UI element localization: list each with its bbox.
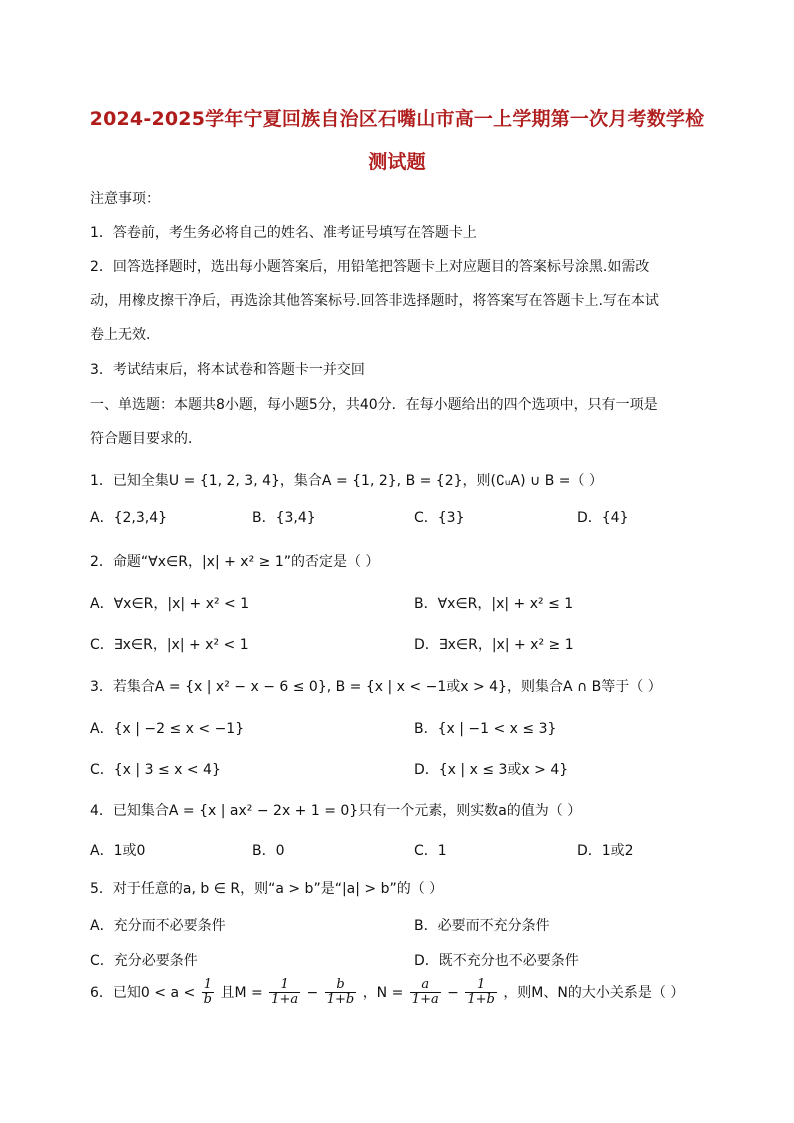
notes-header: 注意事项： xyxy=(90,191,160,207)
q6-minus-2: − xyxy=(447,984,459,1001)
note-2-line-1: 2．回答选择题时，选出每小题答案后，用铅笔把答题卡上对应题目的答案标号涂黑.如需改 xyxy=(90,259,650,275)
q6-fraction-4-denominator: 1+a xyxy=(411,992,439,1008)
section-heading-line-1: 一、单选题：本题共8小题，每小题5分，共40分．在每小题给出的四个选项中，只有一项是 xyxy=(90,397,658,413)
q5-option-c: C．充分必要条件 xyxy=(90,953,198,969)
q6-fraction-5-denominator: 1+b xyxy=(467,992,495,1008)
q1-option-d: D．{4} xyxy=(577,510,629,526)
q6-fraction-3 xyxy=(325,978,357,1008)
note-2-line-3: 卷上无效. xyxy=(90,327,151,343)
exam-title-line-1: 2024-2025学年宁夏回族自治区石嘴山市高一上学期第一次月考数学检 xyxy=(89,108,705,130)
q3-option-b: B．{x | −1 < x ≤ 3} xyxy=(414,721,557,737)
q4-option-d: D．1或2 xyxy=(577,843,634,859)
exam-title-line-2: 测试题 xyxy=(368,151,426,173)
q4-option-b: B．0 xyxy=(252,843,285,859)
question-4-stem: 4．已知集合A = {x | ax² − 2x + 1 = 0}只有一个元素，则实数a的值为（ ） xyxy=(90,803,582,819)
q1-option-c: C．{3} xyxy=(414,510,465,526)
note-3: 3．考试结束后，将本试卷和答题卡一并交回 xyxy=(90,362,365,378)
q4-option-c: C．1 xyxy=(414,843,447,859)
q5-option-a: A．充分而不必要条件 xyxy=(90,918,226,934)
question-5-stem: 5．对于任意的a, b ∈ R，则“a > b”是“|a| > b”的（ ） xyxy=(90,881,444,897)
q2-option-b: B．∀x∈R，|x| + x² ≤ 1 xyxy=(414,596,574,612)
section-heading-line-2: 符合题目要求的． xyxy=(90,431,202,447)
q3-option-a: A．{x | −2 ≤ x < −1} xyxy=(90,721,245,737)
q1-option-b: B．{3,4} xyxy=(252,510,316,526)
q6-fraction-1 xyxy=(202,978,214,1008)
question-1-stem: 1．已知全集U = {1, 2, 3, 4}，集合A = {1, 2}, B = {2}，则(∁ᵤA) ∪ B =（ ） xyxy=(90,473,603,489)
question-6-stem xyxy=(90,978,684,1008)
question-3-stem: 3．若集合A = {x | x² − x − 6 ≤ 0}, B = {x | x < −1或x > 4}，则集合A ∩ B等于（ ） xyxy=(90,679,662,695)
q6-fraction-2-numerator: 1 xyxy=(269,978,300,993)
q5-option-d: D．既不充分也不必要条件 xyxy=(414,953,579,969)
q6-fraction-1-numerator: 1 xyxy=(202,978,214,993)
question-2-stem: 2．命题“∀x∈R，|x| + x² ≥ 1”的否定是（ ） xyxy=(90,554,380,570)
q2-option-d: D．∃x∈R，|x| + x² ≥ 1 xyxy=(414,637,574,653)
q5-option-b: B．必要而不充分条件 xyxy=(414,918,550,934)
q6-fraction-3-numerator: b xyxy=(325,978,357,993)
q6-minus-1: − xyxy=(306,984,319,1001)
q2-option-a: A．∀x∈R，|x| + x² < 1 xyxy=(90,596,250,612)
q6-text-1: 6．已知0 < a < xyxy=(90,984,196,1001)
q6-text-2: 且M = xyxy=(220,984,263,1001)
q6-fraction-4-numerator: a xyxy=(410,978,441,993)
q6-fraction-1-denominator: b xyxy=(203,992,212,1008)
q4-option-a: A．1或0 xyxy=(90,843,146,859)
q6-fraction-2 xyxy=(269,978,300,1008)
note-2-line-2: 动，用橡皮擦干净后，再选涂其他答案标号.回答非选择题时，将答案写在答题卡上.写在本试 xyxy=(90,293,659,309)
q6-text-3: ，N = xyxy=(362,984,404,1001)
q1-option-a: A．{2,3,4} xyxy=(90,510,168,526)
q3-option-d: D．{x | x ≤ 3或x > 4} xyxy=(414,762,569,778)
q6-fraction-3-denominator: 1+b xyxy=(326,992,355,1008)
q6-fraction-5 xyxy=(465,978,497,1008)
note-1: 1．答卷前，考生务必将自己的姓名、准考证号填写在答题卡上 xyxy=(90,225,477,241)
q6-fraction-4 xyxy=(410,978,441,1008)
q6-text-4: ，则M、N的大小关系是（ ） xyxy=(503,984,685,1001)
q2-option-c: C．∃x∈R，|x| + x² < 1 xyxy=(90,637,249,653)
q6-fraction-5-numerator: 1 xyxy=(465,978,497,993)
q3-option-c: C．{x | 3 ≤ x < 4} xyxy=(90,762,221,778)
q6-fraction-2-denominator: 1+a xyxy=(271,992,299,1008)
